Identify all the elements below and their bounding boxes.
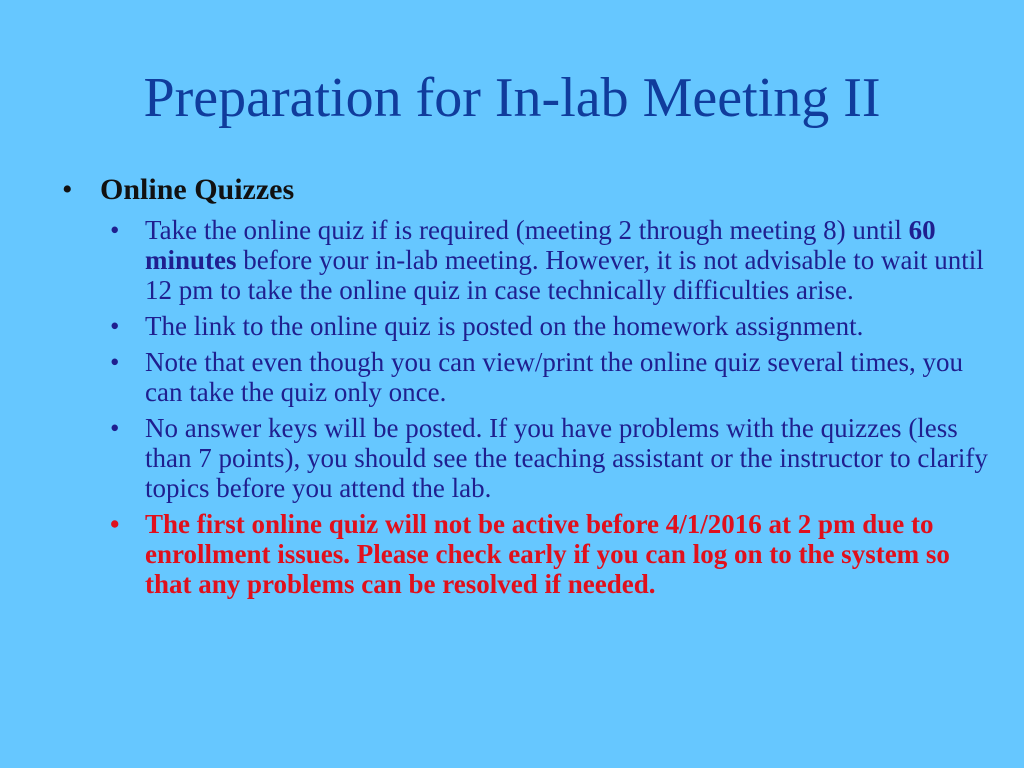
list-item-warning [110,509,990,599]
list-item-text: Note that even though you can view/print the online quiz several times, you can take the quiz only once. [145,347,964,407]
bullet-marker: • [110,509,120,539]
list-item-text [145,215,990,305]
list-item-text: The link to the online quiz is posted on the homework assignment. [145,311,864,341]
text-segment: before your in-lab meeting. However, it is not advisable to wait until 12 pm to take the online quiz in case technically difficulties arise. [145,245,984,305]
section-heading: Online Quizzes [100,173,295,206]
bullet-marker: • [62,173,73,206]
list-item [110,413,990,503]
bullet-marker: • [110,311,120,341]
emphasized-text: 60 minutes [145,215,936,275]
bullet-section-online-quizzes [62,172,1002,208]
sub-bullet-list [110,215,990,605]
section-heading-row [62,172,1002,208]
list-item [110,215,990,305]
text-segment: Take the online quiz if is required (meeting 2 through meeting 8) until [145,215,909,245]
slide-title: Preparation for In-lab Meeting II [143,67,881,129]
bullet-marker: • [110,347,120,377]
warning-text: The first online quiz will not be active before 4/1/2016 at 2 pm due to enrollment issues. Please check early if you can log on to the system so that any problems can be resolved if needed. [145,509,950,599]
list-item-text: No answer keys will be posted. If you have problems with the quizzes (less than 7 points), you should see the teaching assistant or the instructor to clarify topics before you attend the lab. [145,413,988,503]
bullet-marker: • [110,215,120,245]
bullet-marker: • [110,413,120,443]
list-item [110,347,990,407]
list-item [110,311,990,341]
